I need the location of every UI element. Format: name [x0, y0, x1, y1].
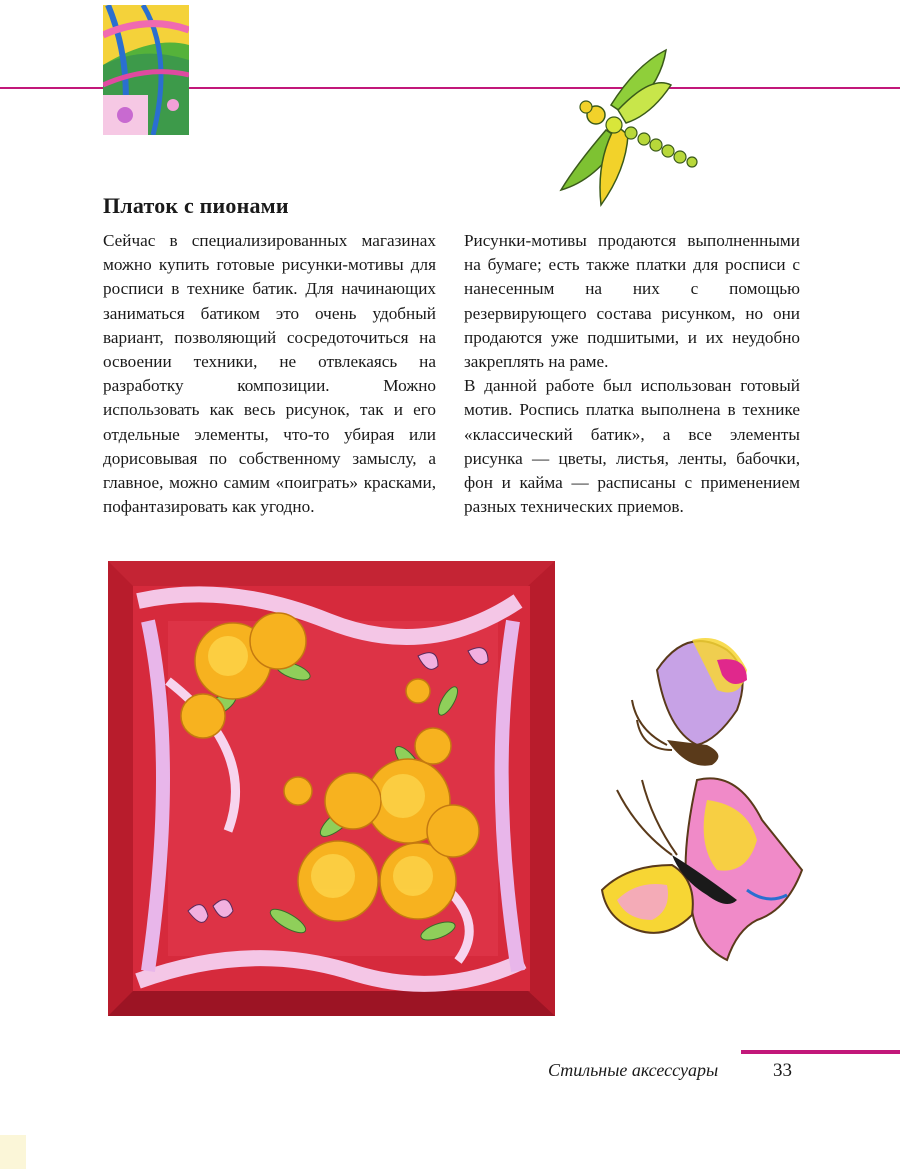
corner-batik-illustration [103, 5, 189, 135]
corner-mark [0, 1135, 26, 1169]
text-column-right [464, 229, 800, 519]
paragraph: Сейчас в специализированных магазинах можно купить готовые рисунки-мотивы для росписи в технике батик. Для начинающих заниматься батиком это очень удобный вариант, позволяющий сосредоточиться на освоении техники, не отвлекаясь на разработку композиции. Можно использовать как весь рисунок, так и его отдельные элементы, что-то убирая или дорисовывая по собственному замыслу, а главное, можно самим «поиграть» красками, пофантазировать как угодно. [103, 231, 436, 517]
page-number: 33 [773, 1060, 792, 1081]
article-title: Платок с пионами [103, 193, 289, 218]
paragraph: В данной работе был использован готовый мотив. Роспись платка выполнена в технике «классический батик», а все элементы рисунка — цветы, листья, ленты, бабочки, фон и кайма — расписаны с применением разных технических приемов. [464, 376, 800, 517]
paragraph: Рисунки-мотивы продаются выполненными на бумаге; есть также платки для росписи с нанесенным на них с помощью резервирующего состава рисунком, но они продаются уже подшитыми, и их неудобно закреплять на раме. [464, 231, 800, 372]
footer-rule [741, 1050, 900, 1054]
text-column-left [103, 229, 436, 519]
peony-scarf-photo [108, 561, 555, 1016]
butterflies-illustration [597, 630, 812, 975]
dragonfly-illustration [556, 45, 706, 210]
running-footer-section: Стильные аксессуары [548, 1060, 719, 1080]
